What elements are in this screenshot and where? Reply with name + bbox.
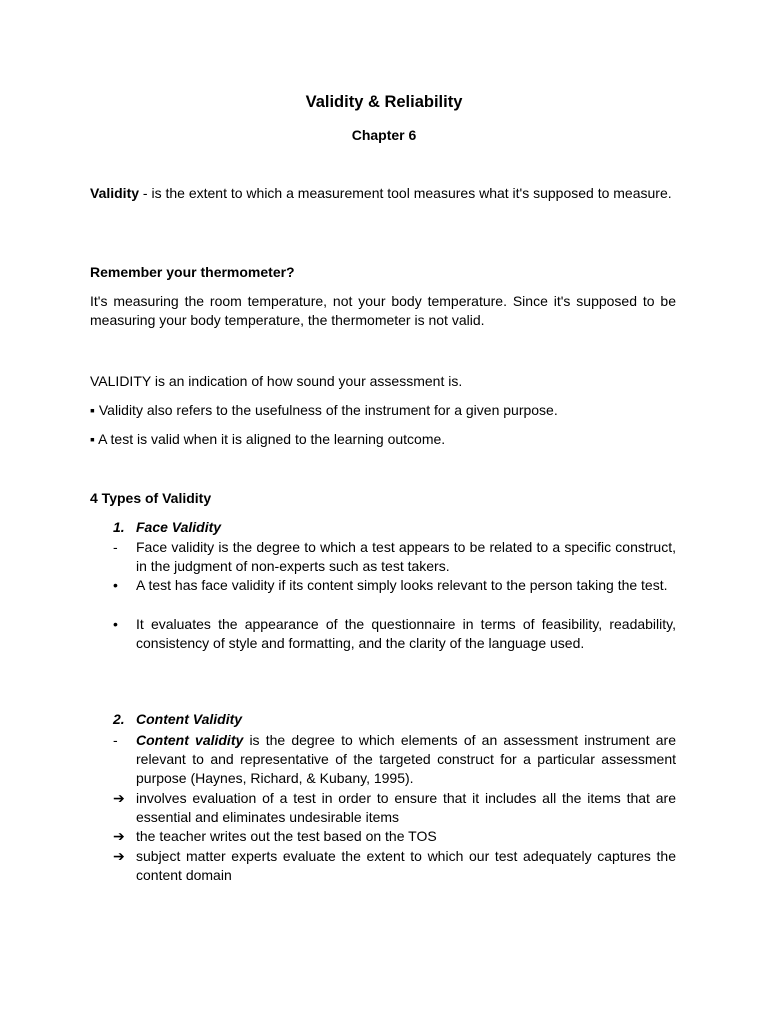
square-bullet-item: ▪ Validity also refers to the usefulness of the instrument for a given purpose. xyxy=(90,402,558,418)
page-title: Validity & Reliability xyxy=(305,93,463,111)
content-validity-arrow-item: the teacher writes out the test based on the TOS xyxy=(136,828,437,844)
types-heading: 4 Types of Validity xyxy=(90,490,212,506)
face-validity-bullet: A test has face validity if its content simply looks relevant to the person taking the test. xyxy=(136,577,668,593)
face-validity-definition: Face validity is the degree to which a test appears to be related to a specific construct, in the judgment of non-experts such as test takers. xyxy=(136,539,676,574)
validity-definition xyxy=(90,184,676,203)
content-validity-arrow-item: subject matter experts evaluate the extent to which our test adequately captures the content domain xyxy=(136,848,676,883)
content-validity-arrow-item: involves evaluation of a test in order to ensure that it includes all the items that are essential and eliminates undesirable items xyxy=(136,790,676,825)
type-number: 1. xyxy=(113,519,125,535)
dash-marker: - xyxy=(113,539,118,555)
validity-term: Validity xyxy=(90,185,140,201)
type-title-face-validity: Face Validity xyxy=(136,519,222,535)
arrow-bullet-icon: ➔ xyxy=(113,790,125,806)
face-validity-bullet: It evaluates the appearance of the questionnaire in terms of feasibility, readability, consistency of style and formatting, and the clarity of the language used. xyxy=(136,616,676,651)
validity-indication: VALIDITY is an indication of how sound your assessment is. xyxy=(90,373,463,389)
square-bullet-item: ▪ A test is valid when it is aligned to the learning outcome. xyxy=(90,431,446,447)
thermometer-text: It's measuring the room temperature, not your body temperature. Since it's supposed to be measuring your body temperature, the thermometer is not valid. xyxy=(90,293,676,328)
bullet-dot-icon: • xyxy=(113,616,118,632)
content-validity-definition xyxy=(136,731,676,788)
thermometer-heading: Remember your thermometer? xyxy=(90,264,295,280)
validity-definition-text: - is the extent to which a measurement tool measures what it's supposed to measure. xyxy=(139,185,672,201)
bullet-dot-icon: • xyxy=(113,577,118,593)
type-number: 2. xyxy=(113,711,125,727)
dash-marker: - xyxy=(113,732,118,748)
arrow-bullet-icon: ➔ xyxy=(113,848,125,864)
chapter-label: Chapter 6 xyxy=(351,127,417,143)
content-validity-definition-text: is the degree to which elements of an assessment instrument are relevant to and representative of the targeted construct for a particular assessment purpose (Haynes, Richard, & Kubany, 1995). xyxy=(136,732,676,786)
type-title-content-validity: Content Validity xyxy=(136,711,243,727)
content-validity-term: Content validity xyxy=(136,732,244,748)
arrow-bullet-icon: ➔ xyxy=(113,828,125,844)
